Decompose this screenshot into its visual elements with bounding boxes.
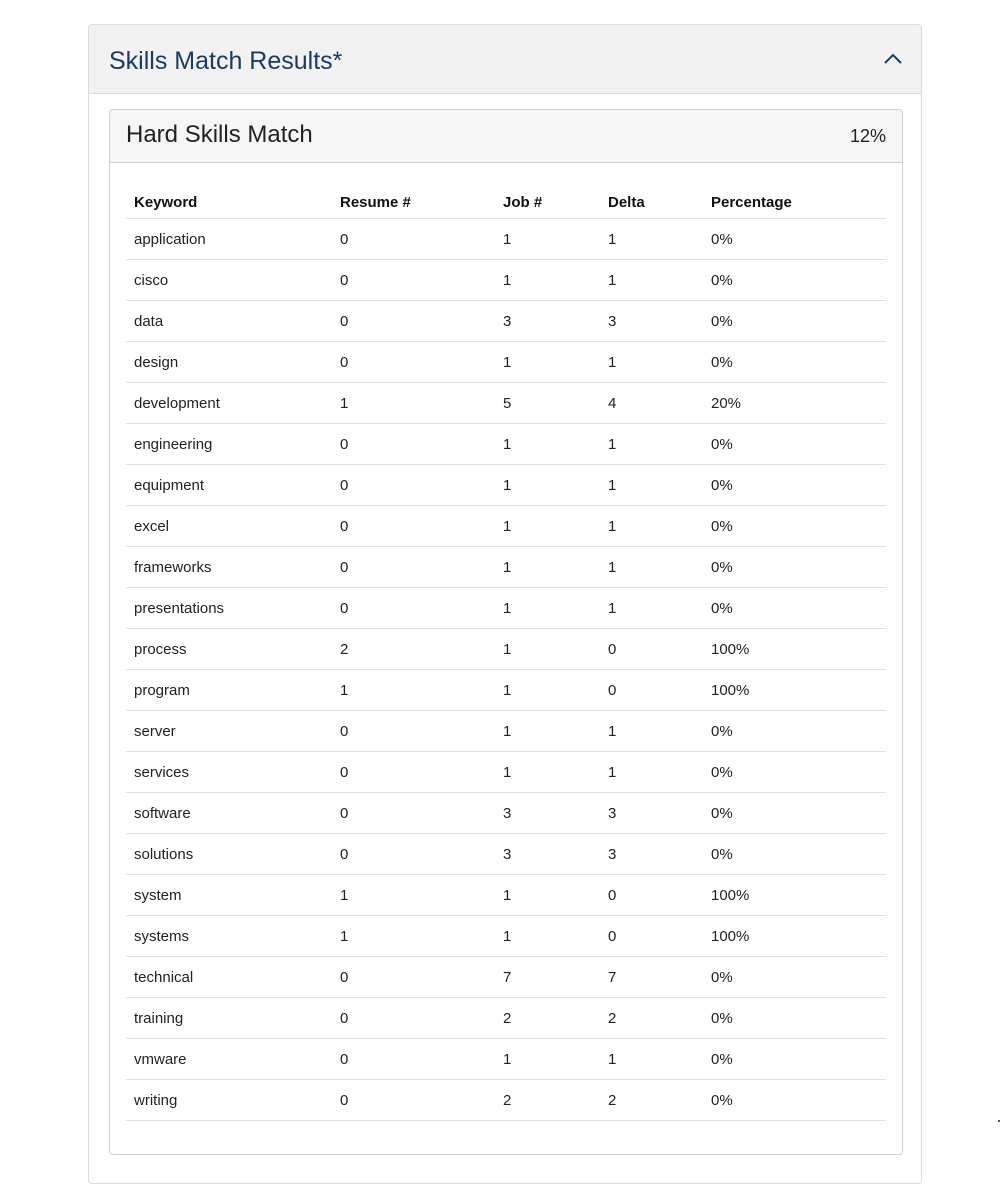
percentage-cell: 0% [703,793,886,834]
delta-cell: 2 [600,998,703,1039]
percentage-cell: 20% [703,383,886,424]
resume-count-cell: 0 [332,834,495,875]
table-row [126,998,886,1039]
percentage-cell: 0% [703,342,886,383]
resume-count-cell: 0 [332,1039,495,1080]
job-count-cell: 1 [495,506,600,547]
delta-cell: 1 [600,219,703,260]
keyword-cell: equipment [126,465,332,506]
keyword-cell: application [126,219,332,260]
percentage-cell: 0% [703,752,886,793]
table-row [126,342,886,383]
delta-cell: 2 [600,1080,703,1121]
column-header-delta: Delta [600,186,703,219]
resume-count-cell: 0 [332,301,495,342]
resume-count-cell: 0 [332,547,495,588]
table-row [126,793,886,834]
delta-cell: 1 [600,588,703,629]
percentage-cell: 0% [703,1039,886,1080]
resume-count-cell: 0 [332,711,495,752]
skills-table-wrapper [126,186,886,1121]
job-count-cell: 3 [495,834,600,875]
job-count-cell: 3 [495,793,600,834]
job-count-cell: 1 [495,875,600,916]
job-count-cell: 7 [495,957,600,998]
job-count-cell: 1 [495,342,600,383]
skills-match-panel-header[interactable] [89,25,921,94]
delta-cell: 0 [600,629,703,670]
job-count-cell: 1 [495,670,600,711]
percentage-cell: 100% [703,875,886,916]
job-count-cell: 1 [495,547,600,588]
delta-cell: 0 [600,670,703,711]
skills-table-body [126,219,886,1121]
delta-cell: 7 [600,957,703,998]
keyword-cell: writing [126,1080,332,1121]
panel-title: Skills Match Results* [109,47,343,75]
job-count-cell: 1 [495,629,600,670]
percentage-cell: 100% [703,916,886,957]
delta-cell: 1 [600,465,703,506]
table-row [126,588,886,629]
percentage-cell: 0% [703,998,886,1039]
table-row [126,465,886,506]
resume-count-cell: 2 [332,629,495,670]
resume-count-cell: 0 [332,793,495,834]
job-count-cell: 1 [495,752,600,793]
delta-cell: 1 [600,752,703,793]
job-count-cell: 5 [495,383,600,424]
job-count-cell: 3 [495,301,600,342]
resume-count-cell: 1 [332,670,495,711]
keyword-cell: server [126,711,332,752]
column-header-job-count: Job # [495,186,600,219]
keyword-cell: vmware [126,1039,332,1080]
table-row [126,260,886,301]
column-header-keyword: Keyword [126,186,332,219]
keyword-cell: frameworks [126,547,332,588]
hard-skills-title: Hard Skills Match [126,121,313,148]
keyword-cell: design [126,342,332,383]
keyword-cell: engineering [126,424,332,465]
percentage-cell: 0% [703,219,886,260]
resume-count-cell: 0 [332,260,495,301]
table-row [126,711,886,752]
skills-match-panel [88,24,922,1184]
resume-count-cell: 0 [332,957,495,998]
job-count-cell: 1 [495,916,600,957]
resume-count-cell: 0 [332,998,495,1039]
stray-mark [998,1120,1000,1122]
delta-cell: 1 [600,506,703,547]
percentage-cell: 0% [703,711,886,752]
table-row [126,219,886,260]
keyword-cell: software [126,793,332,834]
hard-skills-card [109,109,903,1155]
delta-cell: 0 [600,875,703,916]
percentage-cell: 0% [703,301,886,342]
keyword-cell: data [126,301,332,342]
delta-cell: 1 [600,711,703,752]
percentage-cell: 0% [703,834,886,875]
job-count-cell: 1 [495,219,600,260]
chevron-up-icon [881,47,905,71]
percentage-cell: 0% [703,424,886,465]
delta-cell: 1 [600,1039,703,1080]
delta-cell: 3 [600,793,703,834]
keyword-cell: cisco [126,260,332,301]
delta-cell: 1 [600,424,703,465]
delta-cell: 0 [600,916,703,957]
keyword-cell: program [126,670,332,711]
percentage-cell: 0% [703,506,886,547]
hard-skills-score: 12% [849,126,886,146]
job-count-cell: 2 [495,1080,600,1121]
percentage-cell: 0% [703,465,886,506]
table-row [126,424,886,465]
job-count-cell: 1 [495,465,600,506]
keyword-cell: system [126,875,332,916]
hard-skills-header [110,110,902,163]
keyword-cell: excel [126,506,332,547]
resume-count-cell: 0 [332,342,495,383]
job-count-cell: 1 [495,260,600,301]
table-row [126,301,886,342]
keyword-cell: presentations [126,588,332,629]
table-row [126,875,886,916]
delta-cell: 3 [600,834,703,875]
percentage-cell: 100% [703,629,886,670]
percentage-cell: 0% [703,1080,886,1121]
collapse-button[interactable] [881,47,905,71]
percentage-cell: 100% [703,670,886,711]
resume-count-cell: 1 [332,916,495,957]
job-count-cell: 1 [495,1039,600,1080]
job-count-cell: 1 [495,588,600,629]
resume-count-cell: 0 [332,752,495,793]
keyword-cell: services [126,752,332,793]
table-row [126,957,886,998]
table-row [126,383,886,424]
resume-count-cell: 1 [332,383,495,424]
resume-count-cell: 0 [332,506,495,547]
resume-count-cell: 0 [332,219,495,260]
job-count-cell: 1 [495,424,600,465]
delta-cell: 4 [600,383,703,424]
delta-cell: 3 [600,301,703,342]
percentage-cell: 0% [703,260,886,301]
keyword-cell: technical [126,957,332,998]
table-row [126,629,886,670]
delta-cell: 1 [600,342,703,383]
table-row [126,916,886,957]
delta-cell: 1 [600,260,703,301]
skills-table [126,186,886,1121]
resume-count-cell: 0 [332,465,495,506]
resume-count-cell: 0 [332,424,495,465]
percentage-cell: 0% [703,957,886,998]
column-header-resume-count: Resume # [332,186,495,219]
table-row [126,506,886,547]
resume-count-cell: 0 [332,1080,495,1121]
keyword-cell: systems [126,916,332,957]
table-row [126,834,886,875]
percentage-cell: 0% [703,588,886,629]
table-row [126,670,886,711]
table-row [126,547,886,588]
keyword-cell: solutions [126,834,332,875]
table-row [126,1080,886,1121]
table-header-row [126,186,886,219]
resume-count-cell: 0 [332,588,495,629]
table-row [126,752,886,793]
keyword-cell: training [126,998,332,1039]
job-count-cell: 1 [495,711,600,752]
keyword-cell: process [126,629,332,670]
delta-cell: 1 [600,547,703,588]
percentage-cell: 0% [703,547,886,588]
table-row [126,1039,886,1080]
column-header-percentage: Percentage [703,186,886,219]
keyword-cell: development [126,383,332,424]
resume-count-cell: 1 [332,875,495,916]
job-count-cell: 2 [495,998,600,1039]
